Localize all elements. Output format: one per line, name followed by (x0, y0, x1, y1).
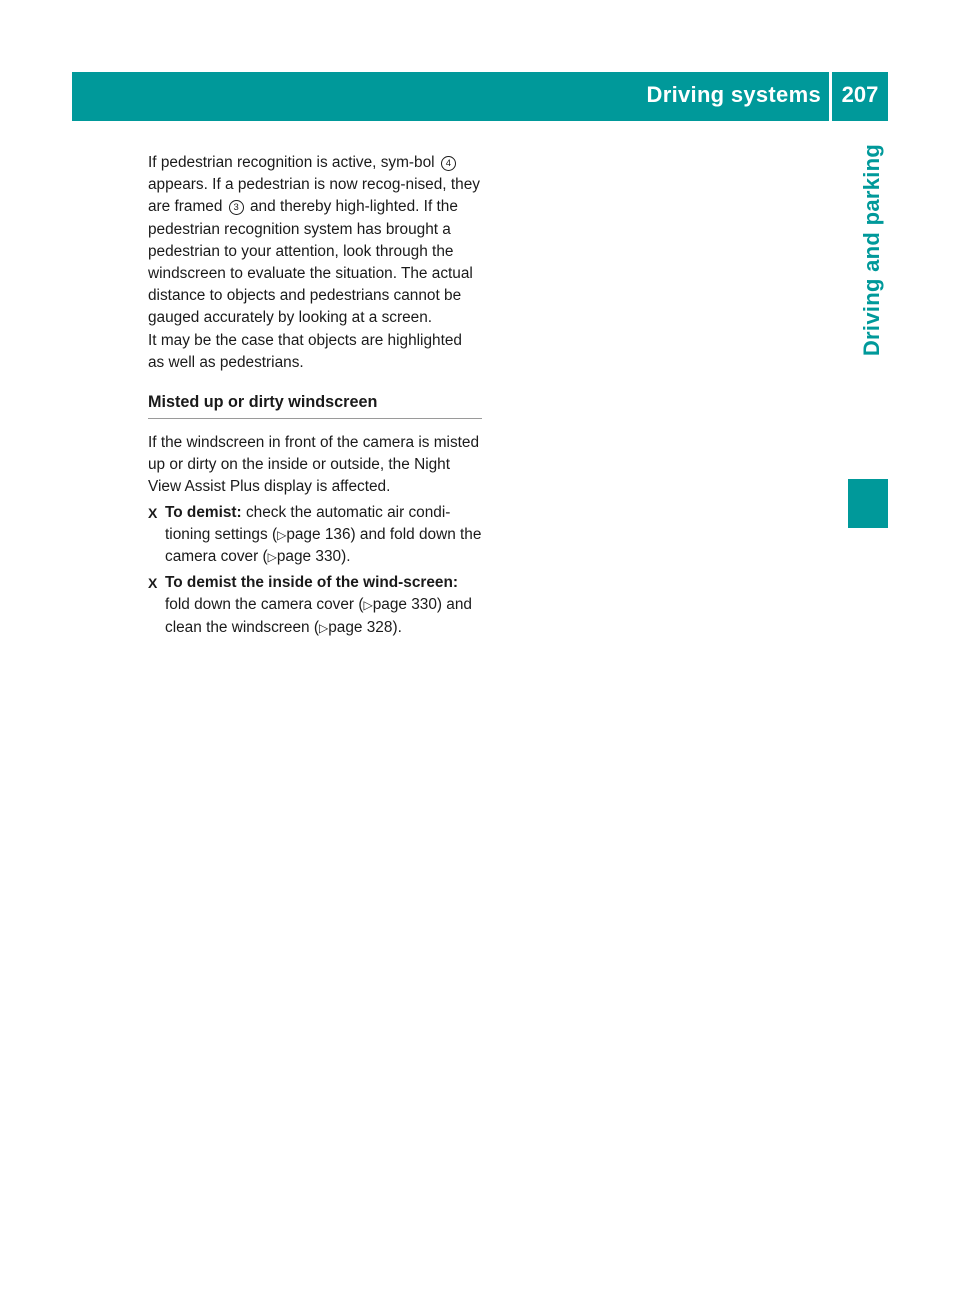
step-text: ). (341, 548, 351, 566)
page-content (148, 152, 482, 639)
instruction-step (148, 572, 482, 639)
page-reference-link[interactable]: page 136 (286, 525, 351, 543)
chapter-tab-marker (848, 479, 888, 528)
page-ref-arrow-icon: ▷ (319, 620, 329, 635)
paragraph-windscreen-affected: If the windscreen in front of the camera is misted up or dirty on the inside or outside, the Night View Assist Plus display is affected. (148, 434, 480, 496)
page-ref-arrow-icon: ▷ (363, 598, 373, 613)
step-text: ). (392, 618, 402, 636)
page-ref-arrow-icon: ▷ (277, 527, 287, 542)
step-marker-icon: X (148, 504, 158, 521)
step-title: To demist: (165, 503, 242, 521)
chapter-tab-label: Driving and parking (859, 143, 884, 357)
paragraph-text: If pedestrian recognition is active, sym-bol (148, 154, 435, 171)
paragraph-pedestrian-recognition (148, 152, 482, 330)
paragraph-text: appears. If a pedestrian is now recog-nised, they are framed (148, 176, 480, 216)
step-marker-icon: X (148, 575, 158, 592)
symbol-3-icon: 3 (229, 200, 244, 215)
section-title: Driving systems (646, 82, 821, 107)
page-reference-link[interactable]: page 328 (328, 618, 393, 636)
instruction-step (148, 502, 482, 569)
page-ref-arrow-icon: ▷ (267, 550, 277, 565)
symbol-4-icon: 4 (441, 156, 456, 171)
page-reference-link[interactable]: page 330 (372, 596, 437, 614)
page-header-bar (72, 72, 888, 121)
paragraph-text: and thereby high-lighted. If the pedestrian recognition system has brought a pedestrian to your attention, look through the windscreen to evaluate the situation. The actual distance to objects and pedestrians cannot be gauged accurately by looking at a screen. (148, 198, 473, 327)
step-text: fold down the camera cover ( (165, 596, 364, 614)
step-text: check the automatic air condi-tioning settings ( (165, 503, 451, 543)
step-text: ) and clean the windscreen ( (165, 596, 472, 636)
paragraph-objects-highlighted: It may be the case that objects are highlighted as well as pedestrians. (148, 331, 462, 371)
page-reference-link[interactable]: page 330 (276, 548, 342, 566)
step-title: To demist the inside of the wind-screen: (165, 574, 459, 592)
header-divider (829, 72, 832, 121)
step-text: ) and fold down the camera cover ( (165, 525, 482, 566)
section-heading: Misted up or dirty windscreen (148, 391, 482, 419)
page-number: 207 (841, 82, 879, 107)
